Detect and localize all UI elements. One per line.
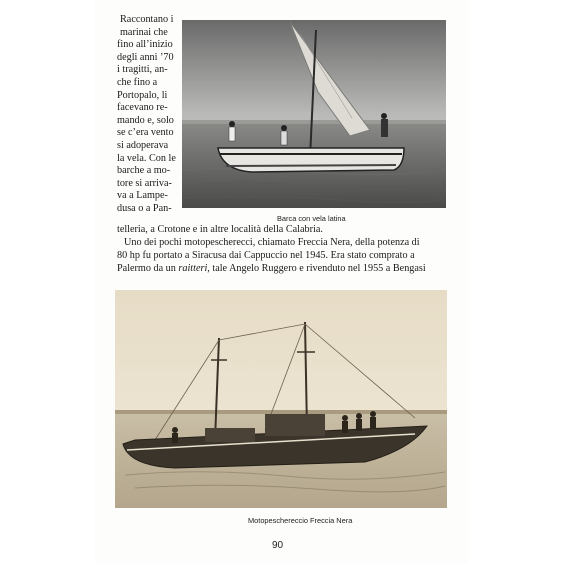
intro-line: va a Lampe- [117,190,168,202]
continuation-line: telleria, a Crotone e in altre località della Calabria. [117,224,323,235]
intro-line: tore si arriva- [117,177,172,189]
photo1-caption: Barca con vela latina [277,214,346,223]
intro-line: mando e, solo [117,114,174,126]
intro-line: degli anni ’70 [117,51,174,63]
intro-line: Portopalo, li [117,89,168,101]
freccia-nera-photo [115,290,447,508]
paragraph2-line: 80 hp fu portato a Siracusa dai Cappuccio nel 1945. Era stato comprato a [117,250,415,261]
intro-line: se c’era vento [117,127,174,139]
intro-line: Raccontano i [120,14,174,25]
photo2-caption: Motopeschereccio Freccia Nera [248,516,353,525]
intro-line: si adoperava [117,140,169,151]
intro-line: dusa o a Pan- [117,203,172,214]
text-span: , tale Angelo Ruggero e rivenduto nel 1955 a Bengasi [207,263,426,274]
text-span: Palermo da un [117,263,179,274]
intro-line: marinai che [120,26,168,38]
intro-line: barche a mo- [117,165,171,177]
intro-line: che fino a [117,77,158,88]
lateen-sail-boat-photo [182,20,446,208]
italic-term: raitteri [178,263,208,274]
page-number: 90 [272,540,284,551]
intro-line: la vela. Con le [117,152,176,164]
paragraph2-line [117,263,426,276]
intro-line: fino all’inizio [117,39,173,51]
intro-line: i tragitti, an- [117,64,168,76]
intro-line: facevano re- [117,102,168,114]
paragraph2-line: Uno dei pochi motopescherecci, chiamato Freccia Nera, della potenza di [124,237,420,248]
